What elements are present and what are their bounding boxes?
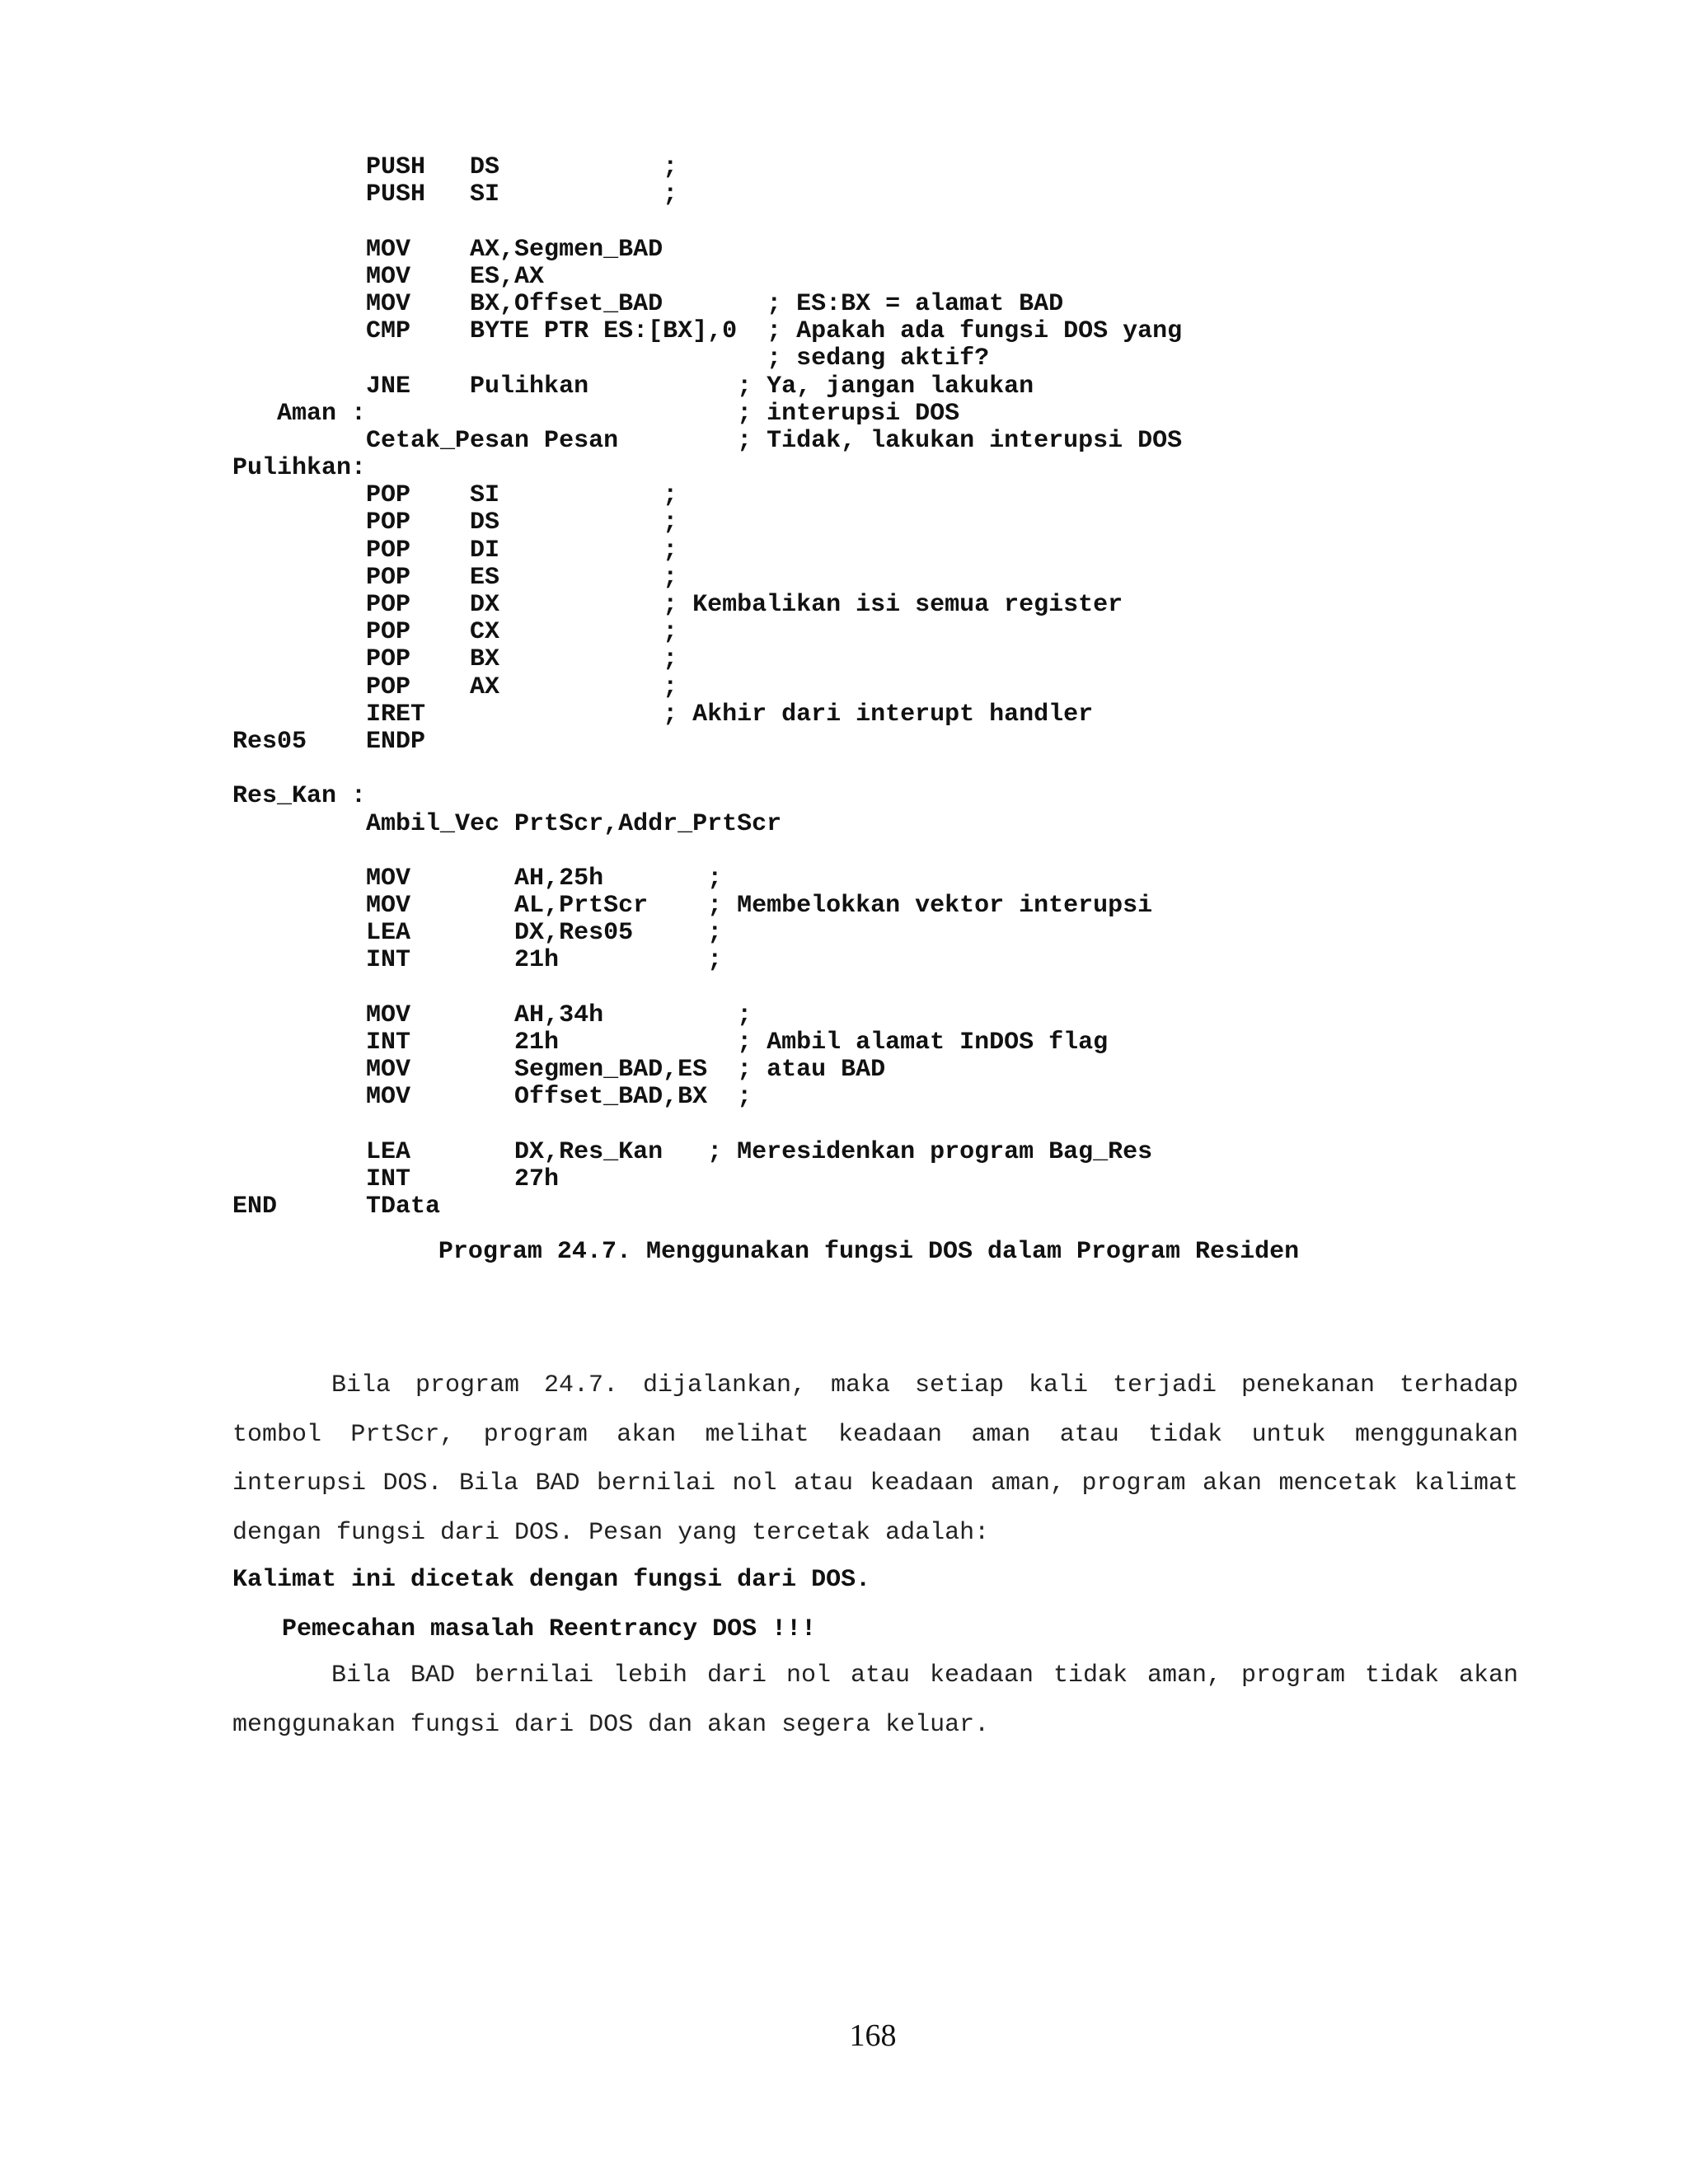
code-line: MOV AX,Segmen_BAD [232, 235, 663, 264]
code-line: POP CX ; [232, 618, 678, 647]
code-line: MOV AL,PrtScr ; Membelokkan vektor interupsi [232, 892, 1153, 921]
code-line: POP DX ; Kembalikan isi semua register [232, 591, 1123, 619]
code-line: Res05 ENDP [232, 727, 426, 756]
code-line: Ambil_Vec PrtScr,Addr_PrtScr [232, 809, 782, 838]
code-line: JNE Pulihkan ; Ya, jangan lakukan [232, 372, 1034, 401]
code-line: POP DS ; [232, 509, 678, 537]
code-line: LEA DX,Res_Kan ; Meresidenkan program Bag_Res [232, 1137, 1153, 1166]
code-line [232, 209, 1182, 236]
code-line: MOV ES,AX [232, 262, 545, 291]
code-line: POP AX ; [232, 673, 678, 701]
code-line: MOV AH,25h ; [232, 864, 723, 893]
subheading: Pemecahan masalah Reentrancy DOS !!! [282, 1615, 817, 1643]
code-line: PUSH DS ; [232, 153, 678, 181]
program-caption: Program 24.7. Menggunakan fungsi DOS dalam Program Residen [438, 1238, 1300, 1266]
code-line [232, 756, 1182, 783]
code-line: POP DI ; [232, 536, 678, 565]
code-line: LEA DX,Res05 ; [232, 919, 723, 948]
code-line: INT 27h [232, 1165, 560, 1193]
code-line: Cetak_Pesan Pesan ; Tidak, lakukan interupsi DOS [232, 426, 1183, 455]
code-line: POP BX ; [232, 645, 678, 674]
page-number: 168 [849, 2018, 897, 2053]
paragraph-2: Bila BAD bernilai lebih dari nol atau keadaan tidak aman, program tidak akan menggunakan fungsi dari DOS dan akan segera keluar. [232, 1661, 1518, 1739]
paragraph-1: Bila program 24.7. dijalankan, maka setiap kali terjadi penekanan terhadap tombol PrtScr, program akan melihat keadaan aman atau tidak untuk menggunakan interupsi DOS. Bila BAD bernilai nol atau keadaan aman, program akan mencetak kalimat dengan fungsi dari DOS. Pesan yang tercetak adalah: [232, 1371, 1518, 1547]
code-line: ; sedang aktif? [232, 344, 990, 373]
code-line: CMP BYTE PTR ES:[BX],0 ; Apakah ada fungsi DOS yang [232, 317, 1183, 346]
code-line: MOV AH,34h ; [232, 1001, 753, 1029]
code-line: INT 21h ; [232, 946, 723, 975]
code-line [232, 975, 1182, 1002]
code-line [232, 838, 1182, 865]
printed-message: Kalimat ini dicetak dengan fungsi dari DOS. [232, 1566, 871, 1594]
code-line: MOV Segmen_BAD,ES ; atau BAD [232, 1056, 886, 1085]
code-listing [232, 154, 1182, 1221]
code-line [232, 1112, 1182, 1139]
code-line: PUSH SI ; [232, 180, 678, 209]
code-line: Pulihkan: [232, 454, 367, 483]
code-line: Aman : ; interupsi DOS [232, 399, 960, 428]
code-line: IRET ; Akhir dari interupt handler [232, 700, 1094, 729]
code-line: END TData [232, 1193, 441, 1221]
code-line: MOV BX,Offset_BAD ; ES:BX = alamat BAD [232, 289, 1064, 318]
code-line: POP SI ; [232, 481, 678, 510]
code-line: INT 21h ; Ambil alamat InDOS flag [232, 1029, 1109, 1057]
code-line: Res_Kan : [232, 782, 367, 811]
code-line: POP ES ; [232, 563, 678, 592]
code-line: MOV Offset_BAD,BX ; [232, 1083, 753, 1112]
